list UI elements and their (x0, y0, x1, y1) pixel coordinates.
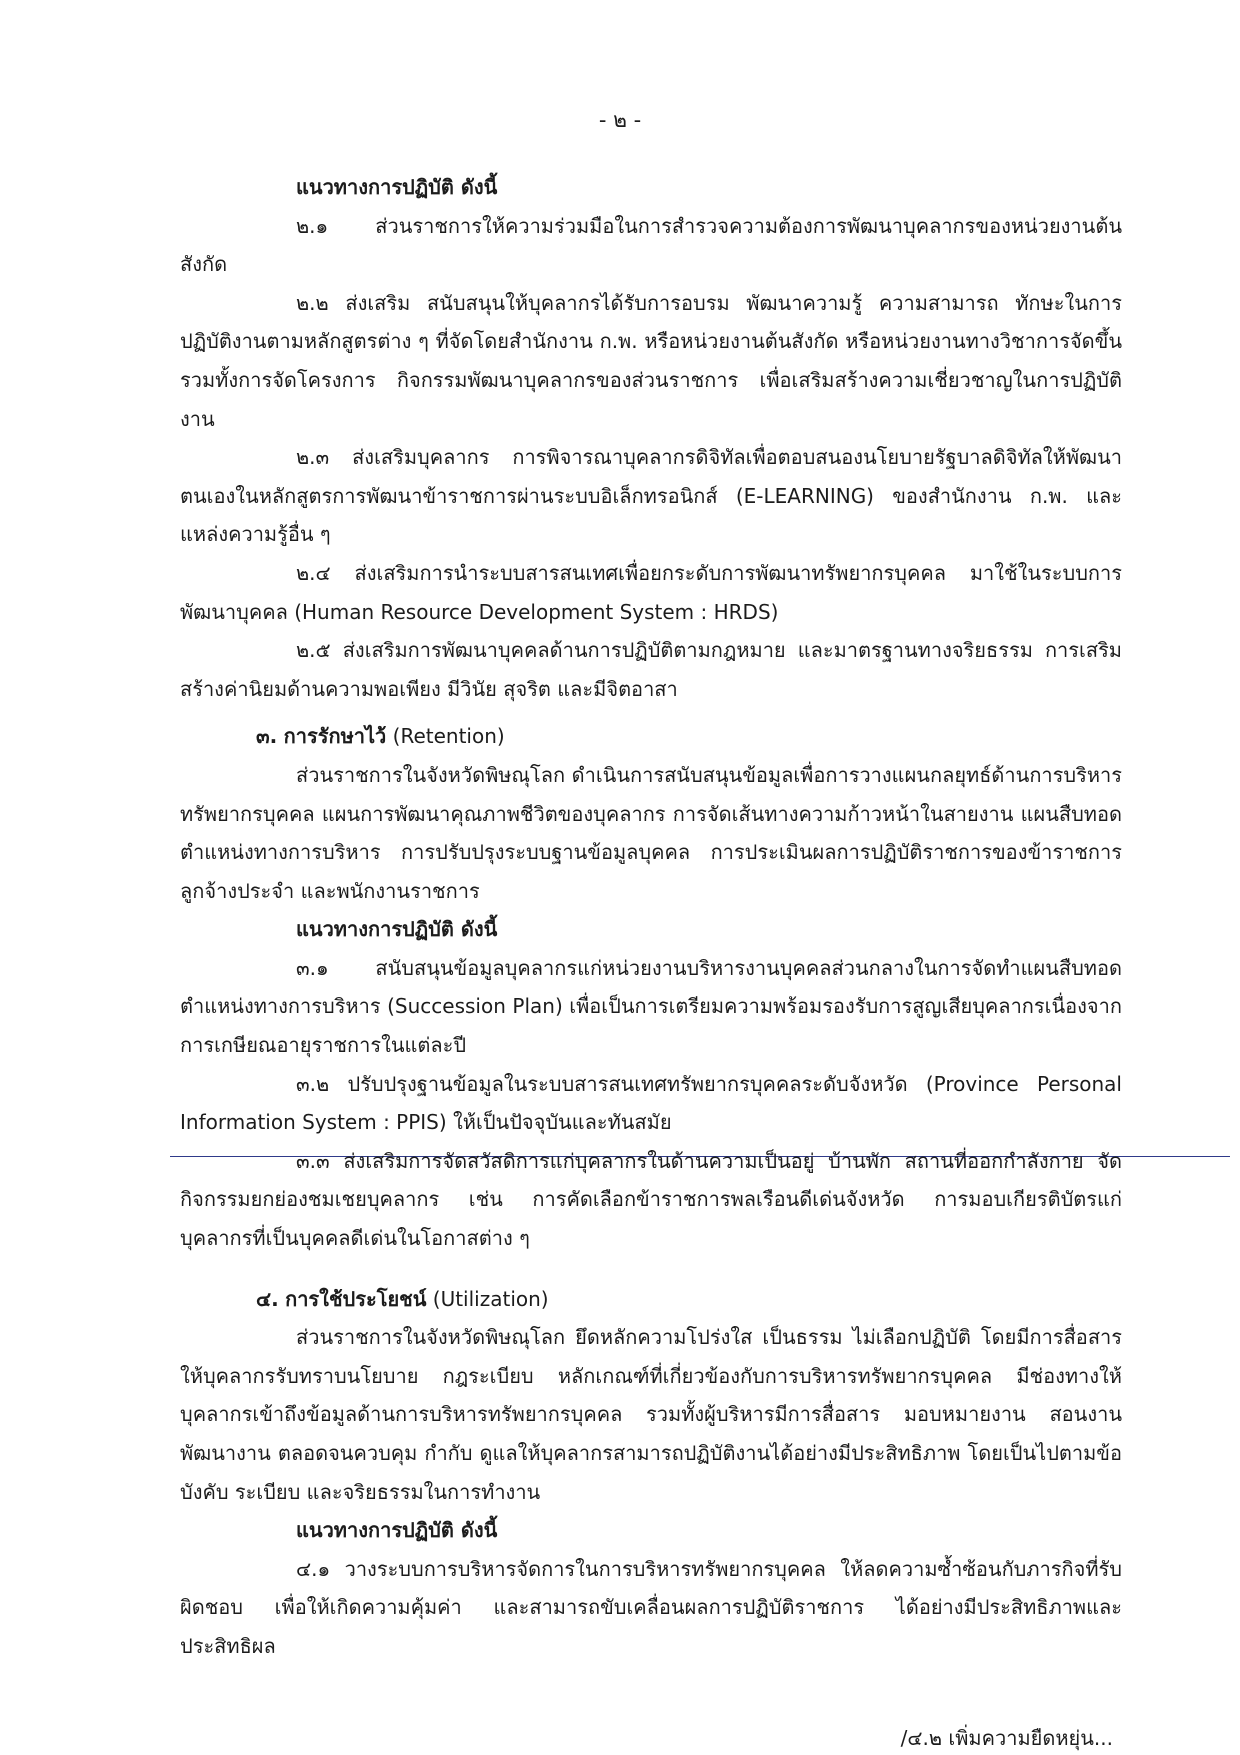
section4-label-eng: (Utilization) (432, 1286, 549, 1311)
page-number: - ๒ - (598, 108, 642, 132)
section3-title (180, 717, 1122, 756)
section2-guide-heading: แนวทางการปฏิบัติ ดังนี้ (296, 175, 498, 199)
continuation-note: /๔.๒ เพิ่มความยืดหยุ่น... (900, 1726, 1113, 1750)
section2-item: ๒.๑ ส่วนราชการให้ความร่วมมือในการสำรวจความต้องการพัฒนาบุคลากรของหน่วยงานต้นสังกัด (180, 213, 1122, 277)
section2-item: ๒.๒ ส่งเสริม สนับสนุนให้บุคลากรได้รับการอบรม พัฒนาความรู้ ความสามารถ ทักษะในการปฏิบัติงานตามหลักสูตรต่าง ๆ ที่จัดโดยสำนักงาน ก.พ. หรือหน่วยงานต้นสังกัด หรือหน่วยงานทางวิชาการจัดขึ้น รวมทั้งการจัดโครงการ กิจกรรมพัฒนาบุคลากรของส่วนราชการ เพื่อเสริมสร้างความเชี่ยวชาญในการปฏิบัติงาน (180, 290, 1122, 431)
section2-item: ๒.๔ ส่งเสริมการนำระบบสารสนเทศเพื่อยกระดับการพัฒนาทรัพยากรบุคคล มาใช้ในระบบการพัฒนาบุคคล (Human Resource Development System : HRDS) (180, 560, 1122, 624)
section-spacer (180, 1258, 1122, 1271)
section3-body: ส่วนราชการในจังหวัดพิษณุโลก ดำเนินการสนับสนุนข้อมูลเพื่อการวางแผนกลยุทธ์ด้านการบริหารทรัพยากรบุคคล แผนการพัฒนาคุณภาพชีวิตของบุคลากร การจัดเส้นทางความก้าวหน้าในสายงาน แผนสืบทอดตำแหน่งทางการบริหาร การปรับปรุงระบบฐานข้อมูลบุคคล การประเมินผลการปฏิบัติราชการของข้าราชการลูกจ้างประจำ และพนักงานราชการ (180, 762, 1122, 903)
section3-item: ๓.๒ ปรับปรุงฐานข้อมูลในระบบสารสนเทศทรัพยากรบุคคลระดับจังหวัด (Province Personal Information System : PPIS) ให้เป็นปัจจุบันและทันสมัย (180, 1071, 1122, 1135)
section3-item: ๓.๓ ส่งเสริมการจัดสวัสดิการแก่บุคลากรในด้านความเป็นอยู่ บ้านพัก สถานที่ออกกำลังกาย จัดกิจกรรมยกย่องชมเชยบุคลากร เช่น การคัดเลือกข้าราชการพลเรือนดีเด่นจังหวัด การมอบเกียรติบัตรแก่บุคลากรที่เป็นบุคคลดีเด่นในโอกาสต่าง ๆ (180, 1148, 1122, 1251)
section3-label-eng: (Retention) (392, 724, 505, 749)
section2-item: ๒.๕ ส่งเสริมการพัฒนาบุคคลด้านการปฏิบัติตามกฎหมาย และมาตรฐานทางจริยธรรม การเสริมสร้างค่านิยมด้านความพอเพียง มีวินัย สุจริต และมีจิตอาสา (180, 638, 1122, 701)
section3-item: ๓.๑ สนับสนุนข้อมูลบุคลากรแก่หน่วยงานบริหารงานบุคคลส่วนกลางในการจัดทำแผนสืบทอดตำแหน่งทางการบริหาร (Succession Plan) เพื่อเป็นการเตรียมความพร้อมรองรับการสูญเสียบุคลากรเนื่องจากการเกษียณอายุราชการในแต่ละปี (180, 955, 1122, 1058)
section3-label: การรักษาไว้ (283, 724, 387, 749)
section4-guide-heading: แนวทางการปฏิบัติ ดังนี้ (296, 1518, 498, 1543)
section4-label: การใช้ประโยชน์ (285, 1286, 427, 1311)
section4-number: ๔. (256, 1286, 279, 1311)
section3-guide-heading: แนวทางการปฏิบัติ ดังนี้ (296, 917, 498, 942)
document-body (180, 168, 1122, 1666)
section2-item: ๒.๓ ส่งเสริมบุคลากร การพิจารณาบุคลากรดิจิทัลเพื่อตอบสนองนโยบายรัฐบาลดิจิทัลให้พัฒนาตนเองในหลักสูตรการพัฒนาข้าราชการผ่านระบบอิเล็กทรอนิกส์ (E-LEARNING) ของสำนักงาน ก.พ. และแหล่งความรู้อื่น ๆ (180, 445, 1122, 547)
section4-item: ๔.๑ วางระบบการบริหารจัดการในการบริหารทรัพยากรบุคคล ให้ลดความซ้ำซ้อนกับภารกิจที่รับผิดชอบ เพื่อให้เกิดความคุ้มค่า และสามารถขับเคลื่อนผลการปฏิบัติราชการ ได้อย่างมีประสิทธิภาพและประสิทธิผล (180, 1556, 1122, 1658)
section3-number: ๓. (256, 724, 278, 749)
section4-title (180, 1280, 1122, 1319)
section4-body: ส่วนราชการในจังหวัดพิษณุโลก ยึดหลักความโปร่งใส เป็นธรรม ไม่เลือกปฏิบัติ โดยมีการสื่อสารให้บุคลากรรับทราบนโยบาย กฎระเบียบ หลักเกณฑ์ที่เกี่ยวข้องกับการบริหารทรัพยากรบุคคล มีช่องทางให้บุคลากรเข้าถึงข้อมูลด้านการบริหารทรัพยากรบุคคล รวมทั้งผู้บริหารมีการสื่อสาร มอบหมายงาน สอนงาน พัฒนางาน ตลอดจนควบคุม กำกับ ดูแลให้บุคลากรสามารถปฏิบัติงานได้อย่างมีประสิทธิภาพ โดยเป็นไปตามข้อบังคับ ระเบียบ และจริยธรรมในการทำงาน (180, 1325, 1122, 1504)
